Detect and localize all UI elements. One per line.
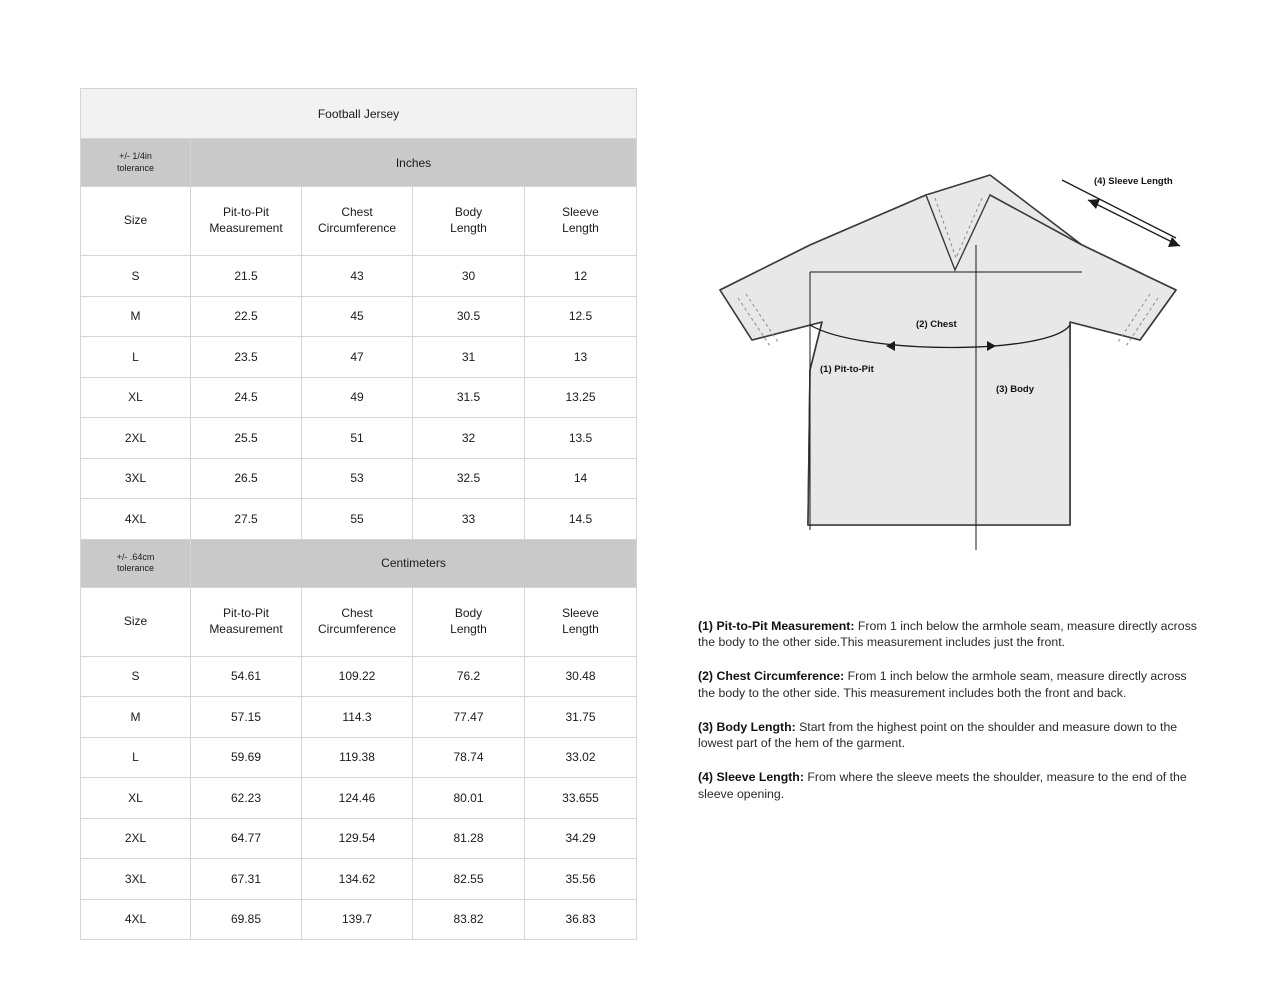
table-row <box>81 337 637 378</box>
inches-header-row <box>81 187 637 256</box>
cell-chest: 55 <box>302 499 413 540</box>
cell-sleeve: 14.5 <box>525 499 637 540</box>
cell-size: L <box>81 737 191 778</box>
header-chest <box>302 587 413 656</box>
inches-unit-row <box>81 139 637 187</box>
label-chest: (2) Chest <box>916 319 957 330</box>
cell-body: 32.5 <box>413 458 525 499</box>
cell-size: M <box>81 697 191 738</box>
cell-chest: 119.38 <box>302 737 413 778</box>
table-row <box>81 256 637 297</box>
chart-title-row <box>81 89 637 139</box>
header-sleeve-line2: Length <box>562 221 599 235</box>
header-body-line2: Length <box>450 621 487 636</box>
header-sleeve-line1: Sleeve <box>562 205 599 220</box>
note-text: From 1 inch below the armhole seam, measure directly across the body to the other side. This measurement includes both the front and back. <box>698 669 1187 700</box>
inches-tolerance-line2: tolerance <box>116 162 155 173</box>
label-pit-to-pit: (1) Pit-to-Pit <box>820 364 874 375</box>
header-size: Size <box>81 587 191 656</box>
cell-size: M <box>81 296 191 337</box>
cell-body: 78.74 <box>413 737 525 778</box>
cell-chest: 51 <box>302 418 413 459</box>
cell-pit: 54.61 <box>191 656 302 697</box>
cell-pit: 27.5 <box>191 499 302 540</box>
cm-tolerance-line1: +/- .64cm <box>116 551 155 562</box>
cell-chest: 47 <box>302 337 413 378</box>
header-body <box>413 587 525 656</box>
cell-sleeve: 30.48 <box>525 656 637 697</box>
cell-pit: 26.5 <box>191 458 302 499</box>
cell-pit: 57.15 <box>191 697 302 738</box>
cm-tolerance-line2: tolerance <box>116 563 155 573</box>
header-chest-line1: Chest <box>341 605 373 620</box>
sleeve-arrow-head-start <box>1088 199 1100 209</box>
cell-body: 81.28 <box>413 818 525 859</box>
cell-size: 3XL <box>81 859 191 900</box>
cell-size: XL <box>81 377 191 418</box>
note-item <box>698 769 1198 801</box>
cell-pit: 69.85 <box>191 899 302 940</box>
cell-chest: 114.3 <box>302 697 413 738</box>
note-item <box>698 719 1198 751</box>
sleeve-guide-top <box>1062 180 1176 238</box>
cell-pit: 22.5 <box>191 296 302 337</box>
cell-pit: 67.31 <box>191 859 302 900</box>
header-chest-line2: Circumference <box>317 221 397 235</box>
size-chart-table <box>80 88 637 940</box>
sleeve-length-arrow <box>1062 180 1180 247</box>
cm-tolerance <box>81 539 191 587</box>
header-chest-line1: Chest <box>341 205 373 220</box>
centimeters-unit-row <box>81 539 637 587</box>
header-pit-to-pit <box>191 587 302 656</box>
table-row <box>81 418 637 459</box>
cell-pit: 24.5 <box>191 377 302 418</box>
header-sleeve-line1: Sleeve <box>562 605 599 620</box>
cm-header-row <box>81 587 637 656</box>
cell-sleeve: 12.5 <box>525 296 637 337</box>
cell-pit: 59.69 <box>191 737 302 778</box>
cell-chest: 45 <box>302 296 413 337</box>
cell-size: 2XL <box>81 418 191 459</box>
table-row <box>81 859 637 900</box>
cell-pit: 21.5 <box>191 256 302 297</box>
page-title: Football Jersey <box>81 89 637 139</box>
header-sleeve-line2: Length <box>562 621 599 636</box>
cell-sleeve: 36.83 <box>525 899 637 940</box>
cell-body: 30.5 <box>413 296 525 337</box>
cell-chest: 43 <box>302 256 413 297</box>
sleeve-measure-line <box>1088 200 1180 246</box>
cm-unit-label: Centimeters <box>191 539 637 587</box>
cell-sleeve: 33.655 <box>525 778 637 819</box>
note-label: (3) Body Length: <box>698 719 796 734</box>
header-size: Size <box>81 187 191 256</box>
cell-chest: 134.62 <box>302 859 413 900</box>
cell-sleeve: 13.5 <box>525 418 637 459</box>
table-row <box>81 296 637 337</box>
cell-chest: 109.22 <box>302 656 413 697</box>
jersey-illustration <box>720 175 1176 525</box>
note-item <box>698 668 1198 700</box>
header-body-line1: Body <box>454 205 483 220</box>
cell-sleeve: 13 <box>525 337 637 378</box>
header-chest <box>302 187 413 256</box>
note-text: From 1 inch below the armhole seam, measure directly across the body to the other side.This measurement includes just the front. <box>698 619 1197 650</box>
cell-body: 83.82 <box>413 899 525 940</box>
cell-sleeve: 33.02 <box>525 737 637 778</box>
label-sleeve-length: (4) Sleeve Length <box>1094 176 1173 187</box>
cell-size: 4XL <box>81 899 191 940</box>
cell-size: S <box>81 256 191 297</box>
cell-sleeve: 14 <box>525 458 637 499</box>
cell-sleeve: 13.25 <box>525 377 637 418</box>
cell-pit: 25.5 <box>191 418 302 459</box>
label-body: (3) Body <box>996 384 1034 395</box>
cell-sleeve: 35.56 <box>525 859 637 900</box>
table-row <box>81 656 637 697</box>
cell-body: 31.5 <box>413 377 525 418</box>
table-row <box>81 458 637 499</box>
garment-diagram <box>690 150 1220 570</box>
cell-chest: 129.54 <box>302 818 413 859</box>
jersey-body-shape <box>720 245 1176 525</box>
cell-size: 3XL <box>81 458 191 499</box>
cell-chest: 53 <box>302 458 413 499</box>
cell-body: 32 <box>413 418 525 459</box>
header-body-line2: Length <box>450 221 487 235</box>
header-body <box>413 187 525 256</box>
inches-tolerance <box>81 139 191 187</box>
note-label: (1) Pit-to-Pit Measurement: <box>698 619 855 633</box>
note-label: (2) Chest Circumference: <box>698 669 845 684</box>
cell-sleeve: 31.75 <box>525 697 637 738</box>
table-row <box>81 377 637 418</box>
header-chest-line2: Circumference <box>317 621 397 636</box>
inches-unit-label: Inches <box>191 139 637 187</box>
header-sleeve <box>525 587 637 656</box>
cell-body: 76.2 <box>413 656 525 697</box>
cell-body: 77.47 <box>413 697 525 738</box>
cell-size: 2XL <box>81 818 191 859</box>
header-pit-line2: Measurement <box>209 221 283 235</box>
cell-pit: 64.77 <box>191 818 302 859</box>
note-text: Start from the highest point on the shoulder and measure down to the lowest part of the hem of the garment. <box>698 719 1178 751</box>
table-row <box>81 737 637 778</box>
header-pit-line1: Pit-to-Pit <box>222 205 269 220</box>
header-body-line1: Body <box>454 605 483 620</box>
cell-pit: 23.5 <box>191 337 302 378</box>
sleeve-arrow-head-end <box>1168 237 1180 247</box>
note-label: (4) Sleeve Length: <box>698 770 804 785</box>
cell-chest: 124.46 <box>302 778 413 819</box>
measurement-notes <box>698 618 1198 802</box>
cell-sleeve: 12 <box>525 256 637 297</box>
cell-sleeve: 34.29 <box>525 818 637 859</box>
cell-body: 82.55 <box>413 859 525 900</box>
header-pit-line1: Pit-to-Pit <box>222 605 269 620</box>
note-text: From where the sleeve meets the shoulder, measure to the end of the sleeve opening. <box>698 770 1187 801</box>
header-pit-to-pit <box>191 187 302 256</box>
cell-body: 31 <box>413 337 525 378</box>
cell-body: 80.01 <box>413 778 525 819</box>
cell-chest: 139.7 <box>302 899 413 940</box>
size-chart <box>80 88 636 940</box>
inches-tolerance-line1: +/- 1/4in <box>119 151 152 162</box>
cell-size: 4XL <box>81 499 191 540</box>
cell-size: S <box>81 656 191 697</box>
cell-body: 33 <box>413 499 525 540</box>
table-row <box>81 697 637 738</box>
cell-size: XL <box>81 778 191 819</box>
note-item <box>698 618 1198 650</box>
table-row <box>81 818 637 859</box>
table-row <box>81 778 637 819</box>
header-sleeve <box>525 187 637 256</box>
cell-pit: 62.23 <box>191 778 302 819</box>
cell-chest: 49 <box>302 377 413 418</box>
table-row <box>81 499 637 540</box>
table-row <box>81 899 637 940</box>
cell-body: 30 <box>413 256 525 297</box>
header-pit-line2: Measurement <box>209 621 283 636</box>
cell-size: L <box>81 337 191 378</box>
